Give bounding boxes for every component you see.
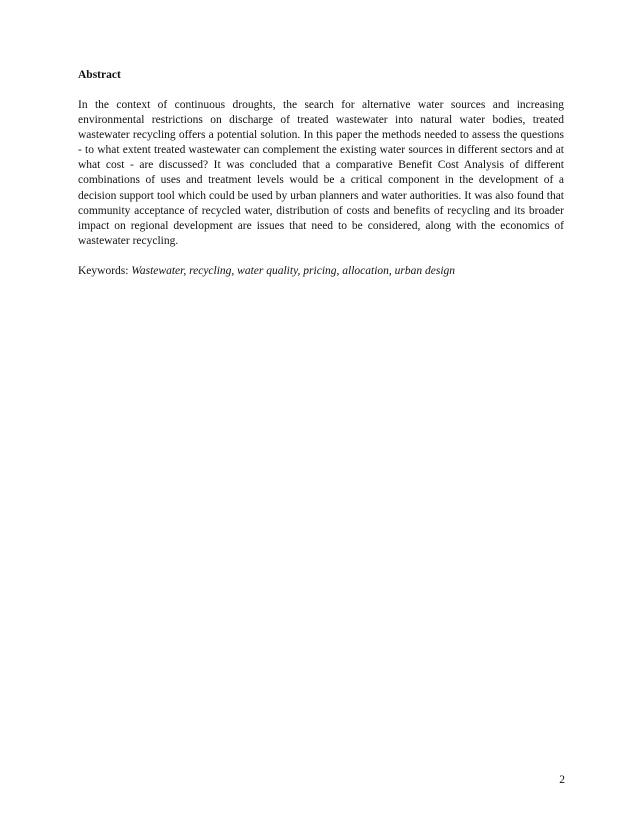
abstract-body: In the context of continuous droughts, the search for alternative water sources and increasing environmental restrictions on discharge of treated wastewater into natural water bodies, treated wastewater recycling offers a potential solution. In this paper the methods needed to assess the questions - to what extent treated wastewater can complement the existing water sources in different sectors and at what cost - are discussed? It was concluded that a comparative Benefit Cost Analysis of different combinations of uses and treatment levels would be a critical component in the development of a decision support tool which could be used by urban planners and water authorities. It was also found that community acceptance of recycled water, distribution of costs and benefits of recycling and its broader impact on regional development are issues that need to be considered, along with the economics of wastewater recycling. bbox=[78, 99, 564, 247]
keywords-label: Keywords: bbox=[78, 264, 132, 277]
page-number: 2 bbox=[559, 774, 565, 786]
abstract-section bbox=[78, 68, 564, 279]
keywords-values: Wastewater, recycling, water quality, pricing, allocation, urban design bbox=[131, 264, 456, 277]
abstract-heading: Abstract bbox=[78, 69, 121, 81]
keywords-line bbox=[78, 264, 564, 279]
